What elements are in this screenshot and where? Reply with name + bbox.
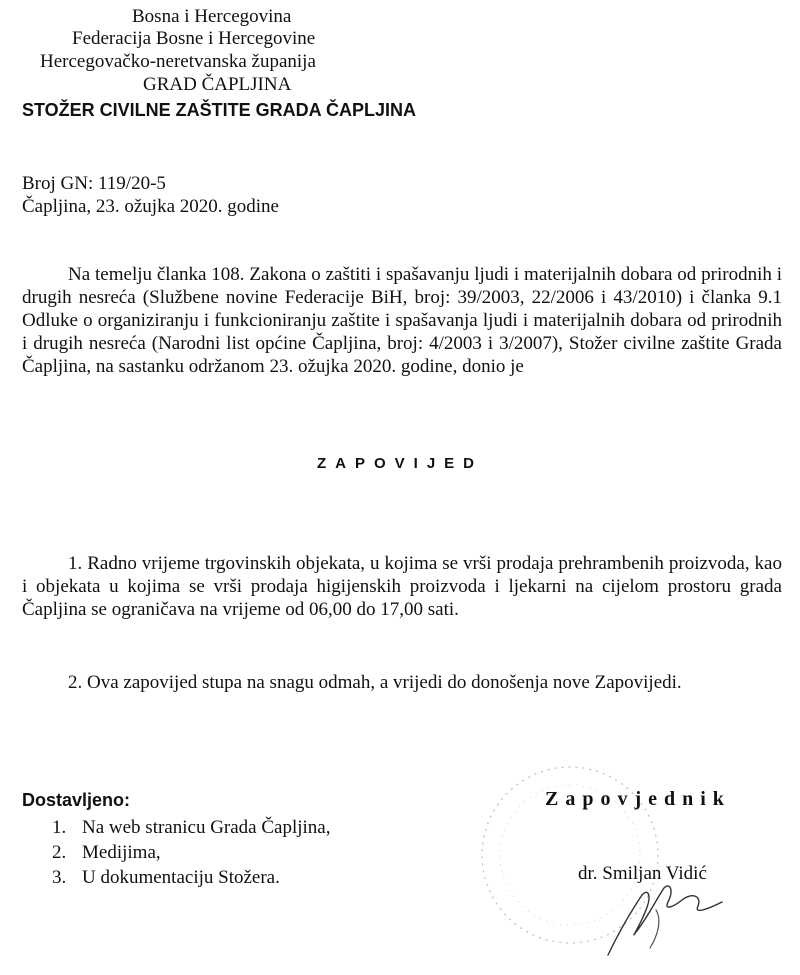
document-meta	[22, 172, 279, 218]
country-line: Bosna i Hercegovina	[132, 6, 292, 27]
signatory-name: dr. Smiljan Vidić	[578, 863, 707, 884]
order-item-1: 1. Radno vrijeme trgovinskih objekata, u kojima se vrši prodaja prehrambenih proizvoda, kao i objekata u kojima se vrši prodaja higijenskih proizvoda i ljekarni na cijelom prostoru grada Čapljina se ograničava na vrijeme od 06,00 do 17,00 sati.	[22, 553, 782, 620]
distribution-list	[52, 815, 331, 890]
county-line: Hercegovačko-neretvanska županija	[40, 51, 316, 72]
intro-paragraph: Na temelju članka 108. Zakona o zaštiti i spašavanju ljudi i materijalnih dobara od prirodnih i drugih nesreća (Službene novine Federacije BiH, broj: 39/2003, 22/2006 i 43/2010) i članka 9.1 Odluke o organiziranju i funkcioniranju zaštite i spašavanja ljudi i materijalnih dobara od prirodnih i drugih nesreća (Narodni list općine Čapljina, broj: 4/2003 i 3/2007), Stožer civilne zaštite Grada Čapljina, na sastanku održanom 23. ožujka 2020. godine, donio je	[22, 264, 782, 377]
order-item-2: 2. Ova zapovijed stupa na snagu odmah, a vrijedi do donošenja nove Zapovijedi.	[68, 672, 682, 693]
document-number: Broj GN: 119/20-5	[22, 173, 166, 194]
signatory-title: Zapovjednik	[545, 788, 731, 810]
document-title: ZAPOVIJED	[316, 455, 484, 472]
distribution-label: Dostavljeno:	[22, 790, 131, 810]
distribution-entry: 1. Na web stranicu Grada Čapljina,	[52, 817, 331, 838]
city-line: GRAD ČAPLJINA	[143, 74, 292, 95]
organization-name: STOŽER CIVILNE ZAŠTITE GRADA ČAPLJINA	[22, 100, 417, 120]
distribution-entry: 2. Medijima,	[52, 842, 161, 863]
distribution-entry: 3. U dokumentaciju Stožera.	[52, 867, 280, 888]
federation-line: Federacija Bosne i Hercegovine	[72, 28, 316, 49]
place-date: Čapljina, 23. ožujka 2020. godine	[22, 196, 279, 217]
